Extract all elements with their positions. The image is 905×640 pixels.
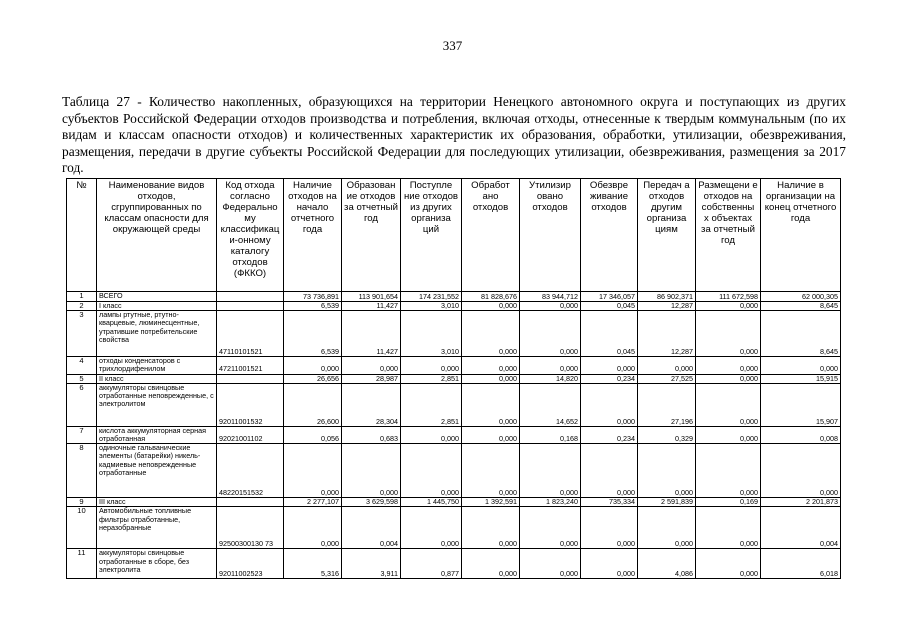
value-cell: 0,000 bbox=[284, 507, 342, 549]
value-cell: 0,000 bbox=[696, 357, 761, 374]
fkko-code: 92011002523 bbox=[217, 549, 284, 579]
value-cell: 62 000,305 bbox=[761, 292, 841, 302]
table-row bbox=[67, 426, 841, 443]
table-caption: Таблица 27 - Количество накопленных, образующихся на территории Ненецкого автономного округа и поступающих из других субъектов Российской Федерации отходов производства и потребления, включая отходы, отнесенные к твердым коммунальным (по их видам и классам опасности отходов) и количественных характеристик их образования, обработки, утилизации, обезвреживания, размещения, передачи в другие субъекты Российской Федерации для последующих утилизации, обезвреживания, размещения за 2017 год. bbox=[62, 94, 846, 176]
value-cell: 2 277,107 bbox=[284, 498, 342, 507]
fkko-code: 47211001521 bbox=[217, 357, 284, 374]
value-cell: 28,987 bbox=[342, 374, 401, 383]
waste-type-name: III класс bbox=[97, 498, 217, 507]
value-cell: 0,000 bbox=[520, 357, 581, 374]
row-number: 5 bbox=[67, 374, 97, 383]
value-cell: 0,000 bbox=[520, 302, 581, 311]
value-cell: 174 231,552 bbox=[401, 292, 462, 302]
column-header: Размещени е отходов на собственны х объектах за отчетный год bbox=[696, 179, 761, 292]
value-cell: 0,004 bbox=[761, 507, 841, 549]
table-row bbox=[67, 444, 841, 498]
value-cell: 0,056 bbox=[284, 426, 342, 443]
fkko-code: 48220151532 bbox=[217, 444, 284, 498]
column-header: Обезвре живание отходов bbox=[581, 179, 638, 292]
waste-type-name: лампы ртутные, ртутно-кварцевые, люминесцентные, утратившие потребительские свойства bbox=[97, 311, 217, 357]
waste-table bbox=[66, 178, 841, 579]
waste-type-name: отходы конденсаторов с трихлордифенилом bbox=[97, 357, 217, 374]
value-cell: 0,000 bbox=[342, 444, 401, 498]
table-header-row bbox=[67, 179, 841, 292]
value-cell: 0,000 bbox=[520, 444, 581, 498]
row-number: 3 bbox=[67, 311, 97, 357]
value-cell: 26,656 bbox=[284, 374, 342, 383]
row-number: 2 bbox=[67, 302, 97, 311]
value-cell: 0,169 bbox=[696, 498, 761, 507]
row-number: 7 bbox=[67, 426, 97, 443]
value-cell: 0,000 bbox=[401, 507, 462, 549]
row-number: 11 bbox=[67, 549, 97, 579]
value-cell: 735,334 bbox=[581, 498, 638, 507]
value-cell: 0,000 bbox=[696, 549, 761, 579]
value-cell: 81 828,676 bbox=[462, 292, 520, 302]
value-cell: 0,000 bbox=[520, 507, 581, 549]
row-number: 4 bbox=[67, 357, 97, 374]
value-cell: 8,645 bbox=[761, 311, 841, 357]
table-row bbox=[67, 498, 841, 507]
waste-type-name: кислота аккумуляторная серная отработанная bbox=[97, 426, 217, 443]
row-number: 8 bbox=[67, 444, 97, 498]
row-number: 10 bbox=[67, 507, 97, 549]
column-header: № bbox=[67, 179, 97, 292]
value-cell: 2,851 bbox=[401, 374, 462, 383]
value-cell: 86 902,371 bbox=[638, 292, 696, 302]
value-cell: 17 346,057 bbox=[581, 292, 638, 302]
value-cell: 3 629,598 bbox=[342, 498, 401, 507]
value-cell: 3,911 bbox=[342, 549, 401, 579]
value-cell: 0,000 bbox=[696, 302, 761, 311]
value-cell: 26,600 bbox=[284, 383, 342, 426]
column-header: Обработ ано отходов bbox=[462, 179, 520, 292]
value-cell: 14,820 bbox=[520, 374, 581, 383]
column-header: Передач а отходов другим организа циям bbox=[638, 179, 696, 292]
value-cell: 15,907 bbox=[761, 383, 841, 426]
value-cell: 0,234 bbox=[581, 374, 638, 383]
value-cell: 15,915 bbox=[761, 374, 841, 383]
value-cell: 0,000 bbox=[342, 357, 401, 374]
value-cell: 0,000 bbox=[462, 383, 520, 426]
column-header: Образован ие отходов за отчетный год bbox=[342, 179, 401, 292]
value-cell: 0,000 bbox=[520, 311, 581, 357]
value-cell: 1 823,240 bbox=[520, 498, 581, 507]
value-cell: 0,000 bbox=[581, 507, 638, 549]
table-row bbox=[67, 507, 841, 549]
row-number: 1 bbox=[67, 292, 97, 302]
value-cell: 0,000 bbox=[284, 444, 342, 498]
value-cell: 6,539 bbox=[284, 311, 342, 357]
value-cell: 0,329 bbox=[638, 426, 696, 443]
value-cell: 0,000 bbox=[462, 357, 520, 374]
waste-type-name: аккумуляторы свинцовые отработанные в сборе, без электролита bbox=[97, 549, 217, 579]
fkko-code bbox=[217, 374, 284, 383]
value-cell: 0,045 bbox=[581, 302, 638, 311]
waste-type-name: Автомобильные топливные фильтры отработанные, неразобранные bbox=[97, 507, 217, 549]
value-cell: 1 445,750 bbox=[401, 498, 462, 507]
value-cell: 0,000 bbox=[581, 549, 638, 579]
column-header: Наличие в организации на конец отчетного года bbox=[761, 179, 841, 292]
row-number: 6 bbox=[67, 383, 97, 426]
value-cell: 0,000 bbox=[696, 311, 761, 357]
page-number: 337 bbox=[442, 38, 463, 53]
value-cell: 12,287 bbox=[638, 311, 696, 357]
value-cell: 3,010 bbox=[401, 302, 462, 311]
value-cell: 0,000 bbox=[462, 549, 520, 579]
value-cell: 0,877 bbox=[401, 549, 462, 579]
value-cell: 0,000 bbox=[462, 426, 520, 443]
row-number: 9 bbox=[67, 498, 97, 507]
value-cell: 5,316 bbox=[284, 549, 342, 579]
table-row bbox=[67, 374, 841, 383]
value-cell: 0,000 bbox=[638, 357, 696, 374]
value-cell: 0,000 bbox=[581, 444, 638, 498]
value-cell: 83 944,712 bbox=[520, 292, 581, 302]
waste-type-name: одиночные гальванические элементы (батарейки) никель-кадмиевые неповрежденные отработанные bbox=[97, 444, 217, 498]
value-cell: 28,304 bbox=[342, 383, 401, 426]
value-cell: 1 392,591 bbox=[462, 498, 520, 507]
waste-type-name: II класс bbox=[97, 374, 217, 383]
fkko-code bbox=[217, 498, 284, 507]
value-cell: 11,427 bbox=[342, 311, 401, 357]
column-header: Код отхода согласно Федерально му классификац и-онному каталогу отходов (ФККО) bbox=[217, 179, 284, 292]
value-cell: 0,000 bbox=[761, 357, 841, 374]
value-cell: 0,000 bbox=[581, 383, 638, 426]
value-cell: 0,000 bbox=[696, 507, 761, 549]
value-cell: 0,000 bbox=[401, 444, 462, 498]
value-cell: 6,539 bbox=[284, 302, 342, 311]
waste-type-name: I класс bbox=[97, 302, 217, 311]
value-cell: 2,851 bbox=[401, 383, 462, 426]
fkko-code bbox=[217, 292, 284, 302]
value-cell: 0,683 bbox=[342, 426, 401, 443]
value-cell: 0,000 bbox=[462, 444, 520, 498]
value-cell: 0,000 bbox=[638, 444, 696, 498]
value-cell: 2 201,873 bbox=[761, 498, 841, 507]
value-cell: 0,000 bbox=[696, 444, 761, 498]
table-row bbox=[67, 311, 841, 357]
value-cell: 14,652 bbox=[520, 383, 581, 426]
table-row bbox=[67, 302, 841, 311]
value-cell: 0,000 bbox=[638, 507, 696, 549]
value-cell: 0,000 bbox=[462, 302, 520, 311]
fkko-code: 92021001102 bbox=[217, 426, 284, 443]
table-row bbox=[67, 292, 841, 302]
value-cell: 3,010 bbox=[401, 311, 462, 357]
value-cell: 0,000 bbox=[520, 549, 581, 579]
value-cell: 0,000 bbox=[401, 357, 462, 374]
column-header: Поступле ние отходов из других организа ций bbox=[401, 179, 462, 292]
value-cell: 4,086 bbox=[638, 549, 696, 579]
fkko-code bbox=[217, 302, 284, 311]
value-cell: 0,000 bbox=[696, 374, 761, 383]
value-cell: 2 591,839 bbox=[638, 498, 696, 507]
fkko-code: 92011001532 bbox=[217, 383, 284, 426]
value-cell: 0,000 bbox=[462, 311, 520, 357]
value-cell: 0,004 bbox=[342, 507, 401, 549]
value-cell: 0,045 bbox=[581, 311, 638, 357]
table-row bbox=[67, 383, 841, 426]
column-header: Наименование видов отходов, сгруппированных по классам опасности для окружающей среды bbox=[97, 179, 217, 292]
value-cell: 0,008 bbox=[761, 426, 841, 443]
value-cell: 0,000 bbox=[401, 426, 462, 443]
value-cell: 0,168 bbox=[520, 426, 581, 443]
fkko-code: 92500300130 73 bbox=[217, 507, 284, 549]
value-cell: 0,000 bbox=[761, 444, 841, 498]
value-cell: 0,000 bbox=[462, 507, 520, 549]
value-cell: 111 672,598 bbox=[696, 292, 761, 302]
value-cell: 0,234 bbox=[581, 426, 638, 443]
value-cell: 6,018 bbox=[761, 549, 841, 579]
value-cell: 0,000 bbox=[696, 426, 761, 443]
value-cell: 12,287 bbox=[638, 302, 696, 311]
column-header: Наличие отходов на начало отчетного года bbox=[284, 179, 342, 292]
value-cell: 0,000 bbox=[462, 374, 520, 383]
fkko-code: 47110101521 bbox=[217, 311, 284, 357]
table-row bbox=[67, 549, 841, 579]
table-row bbox=[67, 357, 841, 374]
value-cell: 113 901,654 bbox=[342, 292, 401, 302]
column-header: Утилизир овано отходов bbox=[520, 179, 581, 292]
value-cell: 27,196 bbox=[638, 383, 696, 426]
waste-type-name: ВСЕГО bbox=[97, 292, 217, 302]
value-cell: 0,000 bbox=[581, 357, 638, 374]
value-cell: 73 736,891 bbox=[284, 292, 342, 302]
value-cell: 27,525 bbox=[638, 374, 696, 383]
value-cell: 0,000 bbox=[696, 383, 761, 426]
value-cell: 0,000 bbox=[284, 357, 342, 374]
value-cell: 11,427 bbox=[342, 302, 401, 311]
waste-type-name: аккумуляторы свинцовые отработанные неповрежденные, с электролитом bbox=[97, 383, 217, 426]
value-cell: 8,645 bbox=[761, 302, 841, 311]
